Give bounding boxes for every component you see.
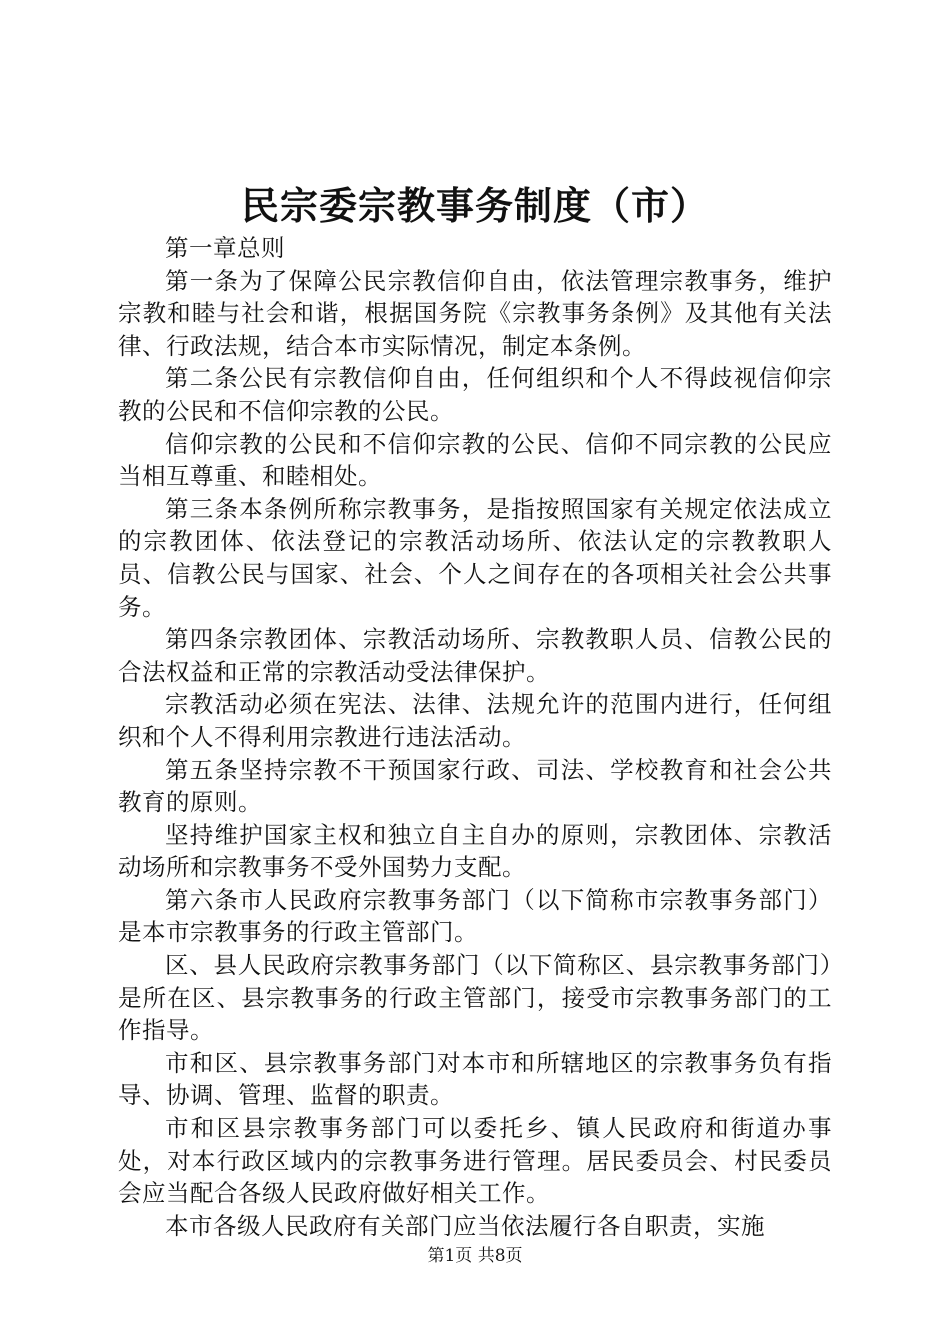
paragraph: 第三条本条例所称宗教事务，是指按照国家有关规定依法成立的宗教团体、依法登记的宗教活动场所、依法认定的宗教教职人员、信教公民与国家、社会、个人之间存在的各项相关社会公共事务。 bbox=[118, 494, 832, 621]
page-number-footer: 第1页 共8页 bbox=[427, 1246, 523, 1266]
paragraph: 市和区、县宗教事务部门对本市和所辖地区的宗教事务负有指导、协调、管理、监督的职责。 bbox=[118, 1048, 832, 1110]
paragraph: 第一章总则 bbox=[165, 234, 285, 262]
paragraph: 市和区县宗教事务部门可以委托乡、镇人民政府和街道办事处，对本行政区域内的宗教事务进行管理。居民委员会、村民委员会应当配合各级人民政府做好相关工作。 bbox=[118, 1114, 832, 1208]
paragraph: 第二条公民有宗教信仰自由，任何组织和个人不得歧视信仰宗教的公民和不信仰宗教的公民。 bbox=[118, 364, 832, 425]
paragraph: 第一条为了保障公民宗教信仰自由，依法管理宗教事务，维护宗教和睦与社会和谐，根据国务院《宗教事务条例》及其他有关法律、行政法规，结合本市实际情况，制定本条例。 bbox=[118, 266, 832, 360]
paragraph: 宗教活动必须在宪法、法律、法规允许的范围内进行，任何组织和个人不得利用宗教进行违法活动。 bbox=[118, 690, 832, 751]
paragraph: 坚持维护国家主权和独立自主自办的原则，宗教团体、宗教活动场所和宗教事务不受外国势力支配。 bbox=[118, 820, 832, 882]
document-title: 民宗委宗教事务制度（市） bbox=[240, 183, 709, 228]
paragraph: 信仰宗教的公民和不信仰宗教的公民、信仰不同宗教的公民应当相互尊重、和睦相处。 bbox=[118, 429, 832, 491]
paragraph: 本市各级人民政府有关部门应当依法履行各自职责，实施 bbox=[165, 1211, 765, 1240]
paragraph: 第六条市人民政府宗教事务部门（以下简称市宗教事务部门）是本市宗教事务的行政主管部门。 bbox=[118, 885, 832, 947]
document-body bbox=[118, 232, 832, 1242]
paragraph: 第四条宗教团体、宗教活动场所、宗教教职人员、信教公民的合法权益和正常的宗教活动受法律保护。 bbox=[118, 625, 832, 686]
paragraph: 区、县人民政府宗教事务部门（以下简称区、县宗教事务部门）是所在区、县宗教事务的行政主管部门，接受市宗教事务部门的工作指导。 bbox=[118, 951, 832, 1045]
paragraph: 第五条坚持宗教不干预国家行政、司法、学校教育和社会公共教育的原则。 bbox=[118, 755, 832, 817]
